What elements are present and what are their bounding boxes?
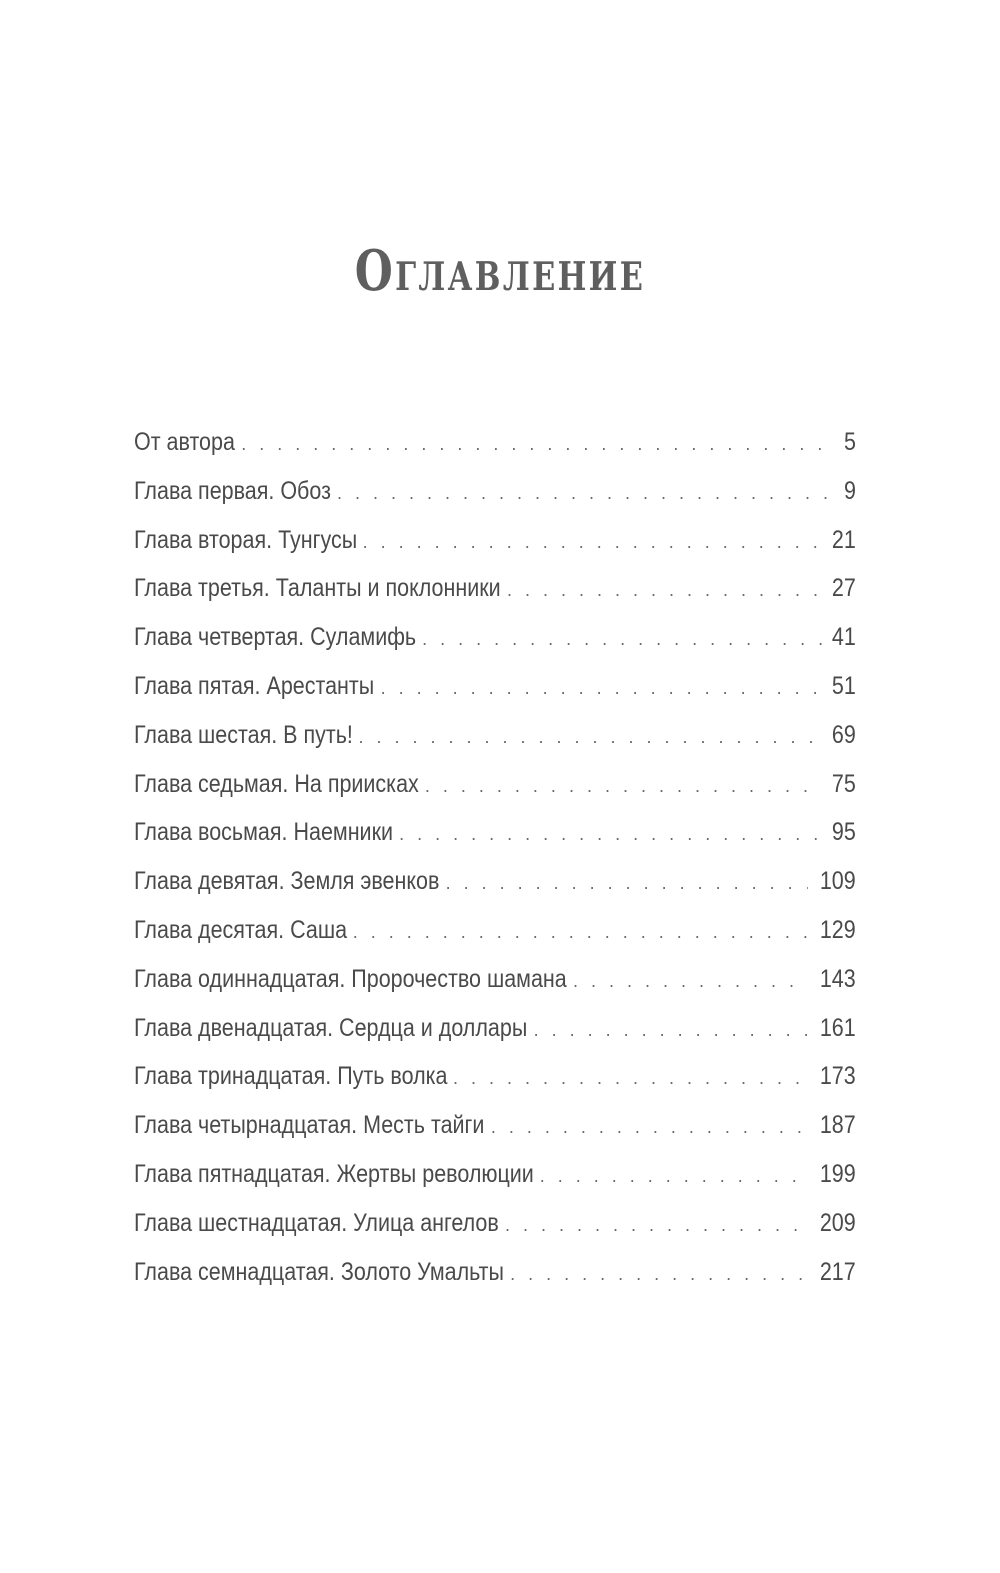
- toc-page-number: 75: [832, 769, 856, 798]
- toc-entry: [134, 1062, 856, 1111]
- toc-page-number: 143: [820, 964, 856, 993]
- toc-entry-title: Глава пятнадцатая. Жертвы революции: [134, 1159, 534, 1188]
- toc-page-number: 217: [820, 1257, 856, 1286]
- dot-leader: [573, 971, 808, 992]
- toc-page-number: 187: [820, 1111, 856, 1140]
- toc-page-number: 41: [832, 623, 856, 652]
- dot-leader: [363, 532, 823, 553]
- toc-entry: [134, 770, 856, 819]
- toc-page-number: 69: [832, 720, 856, 749]
- dot-leader: [353, 922, 809, 943]
- toc-entry-title: Глава шестая. В путь!: [134, 720, 353, 749]
- dot-leader: [381, 678, 823, 699]
- toc-entry-title: Глава девятая. Земля эвенков: [134, 867, 440, 896]
- toc-page-number: 51: [832, 671, 856, 700]
- dot-leader: [491, 1117, 808, 1138]
- toc-entry: [134, 477, 856, 526]
- toc-entry: [134, 916, 856, 965]
- toc-entry-title: Глава четвертая. Суламифь: [134, 623, 417, 652]
- toc-entry-title: Глава пятая. Арестанты: [134, 671, 375, 700]
- toc-entry: [134, 526, 856, 575]
- toc-page-number: 209: [820, 1208, 856, 1237]
- toc-page-number: 95: [832, 818, 856, 847]
- toc-entry-title: Глава четырнадцатая. Месть тайги: [134, 1111, 485, 1140]
- dot-leader: [241, 434, 836, 455]
- toc-entry: [134, 721, 856, 770]
- dot-leader: [425, 776, 822, 797]
- toc-page-number: 109: [820, 867, 856, 896]
- toc-entry: [134, 1258, 856, 1307]
- toc-page-number: 173: [820, 1062, 856, 1091]
- toc-entry: [134, 1209, 856, 1258]
- dot-leader: [507, 580, 822, 601]
- dot-leader: [505, 1215, 808, 1236]
- toc-entry: [134, 1160, 856, 1209]
- toc-page-number: 9: [844, 476, 856, 505]
- toc-entry-title: От автора: [134, 428, 235, 456]
- toc-entry: [134, 428, 856, 477]
- page-title: Оглавление: [354, 237, 646, 304]
- toc-page-number: 129: [820, 915, 856, 944]
- toc-page-number: 161: [820, 1013, 856, 1042]
- dot-leader: [337, 483, 836, 504]
- toc-entry-title: Глава одиннадцатая. Пророчество шамана: [134, 964, 567, 993]
- toc-entry-title: Глава седьмая. На приисках: [134, 769, 419, 798]
- toc-entry: [134, 672, 856, 721]
- toc-entry-title: Глава третья. Таланты и поклонники: [134, 574, 501, 603]
- dot-leader: [422, 629, 822, 650]
- toc-entry-title: Глава двенадцатая. Сердца и доллары: [134, 1013, 528, 1042]
- dot-leader: [446, 873, 809, 894]
- toc-entry-title: Глава семнадцатая. Золото Умальты: [134, 1257, 504, 1286]
- toc-entry-title: Глава вторая. Тунгусы: [134, 525, 358, 554]
- toc-page-number: 27: [832, 574, 856, 603]
- toc-page-number: 21: [832, 525, 856, 554]
- toc-entry-title: Глава десятая. Саша: [134, 915, 348, 944]
- toc-entry: [134, 867, 856, 916]
- dot-leader: [358, 727, 822, 748]
- toc-entry: [134, 1014, 856, 1063]
- dot-leader: [510, 1264, 808, 1285]
- dot-leader: [534, 1020, 809, 1041]
- toc-page-number: 199: [820, 1159, 856, 1188]
- toc-entry: [134, 623, 856, 672]
- toc-entry-title: Глава тринадцатая. Путь волка: [134, 1062, 448, 1091]
- toc-entry-title: Глава восьмая. Наемники: [134, 818, 393, 847]
- toc-entry: [134, 574, 856, 623]
- toc-page-number: 5: [844, 428, 856, 456]
- toc-entry: [134, 965, 856, 1014]
- table-of-contents: [134, 428, 856, 1306]
- dot-leader: [453, 1068, 808, 1089]
- dot-leader: [540, 1166, 809, 1187]
- toc-entry: [134, 1111, 856, 1160]
- toc-entry-title: Глава шестнадцатая. Улица ангелов: [134, 1208, 499, 1237]
- toc-entry: [134, 818, 856, 867]
- dot-leader: [399, 824, 822, 845]
- toc-entry-title: Глава первая. Обоз: [134, 476, 331, 505]
